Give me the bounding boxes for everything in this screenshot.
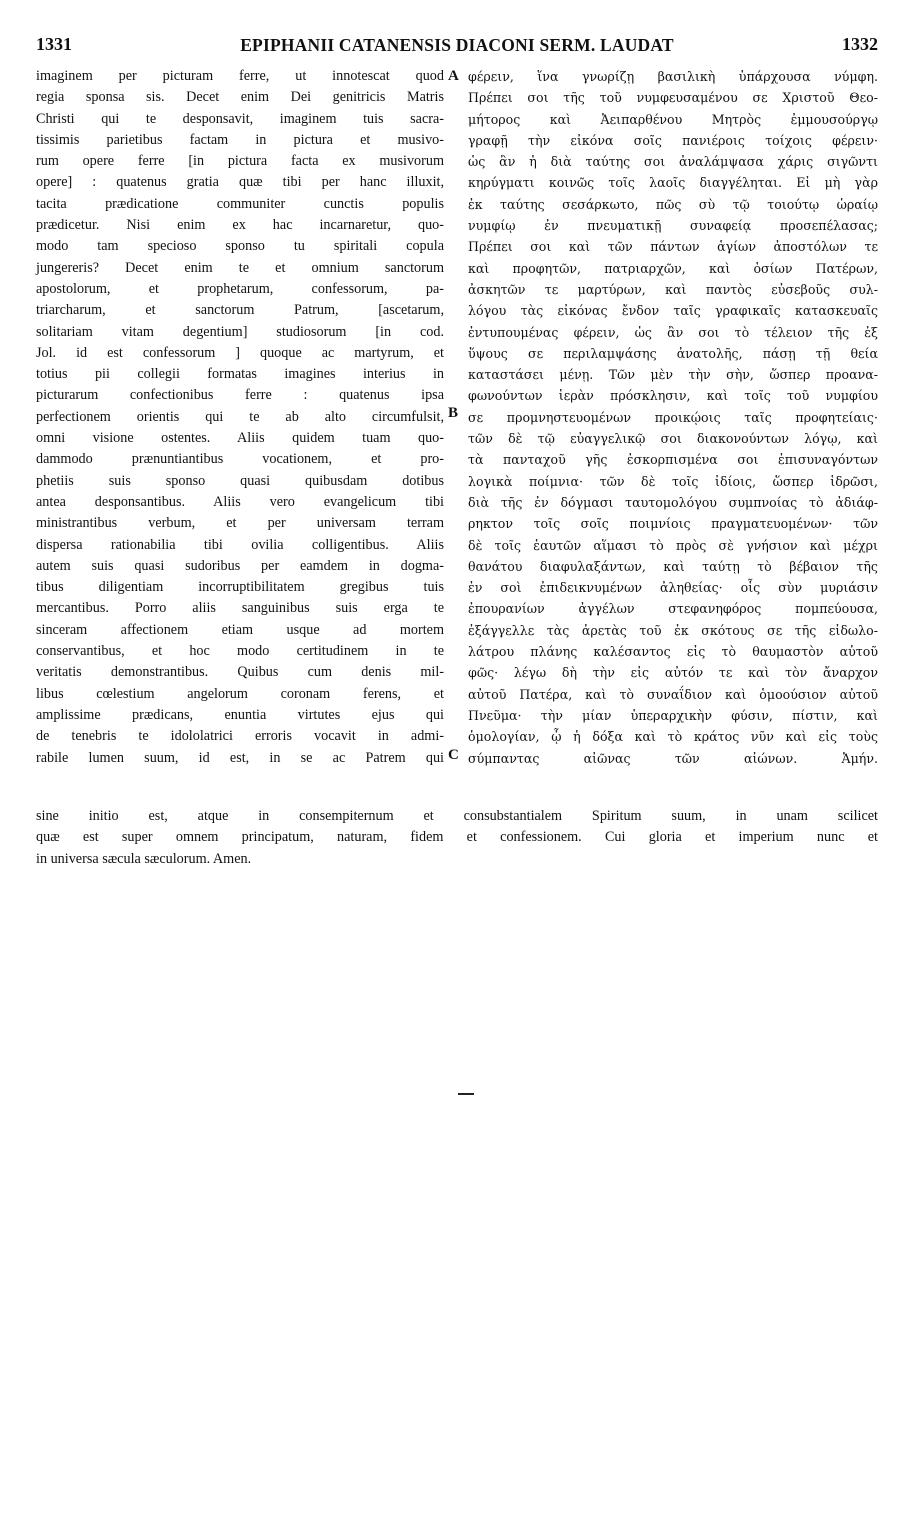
latin-text-line: opere] : quatenus gratia quæ tibi per hanc illuxit, — [36, 174, 444, 191]
greek-text-line: ρηκτον τοῖς σοῖς ποιμνίοις πραγματευομένων· τῶν — [468, 516, 878, 532]
latin-text-line: solitariam vitam degentium] studiosorum [in cod. — [36, 323, 444, 340]
section-marker-c: C — [448, 747, 459, 763]
latin-text-line: tissimis parietibus factam in pictura et musivo- — [36, 131, 444, 148]
greek-text-line: κηρύγματι κοινῶς τοῖς λαοῖς διαγγέληται. Εἰ μὴ γὰρ — [468, 175, 878, 191]
page-number-left: 1331 — [36, 34, 72, 54]
latin-text-line: veritatis demonstrantibus. Quibus cum denis mil- — [36, 664, 444, 681]
latin-text-line: rabile lumen suum, id est, in se ac Patrem qui — [36, 749, 444, 766]
greek-text-line: ὕψους σε περιλαμψάσης ἀνατολῆς, πάσῃ τῇ θεία — [468, 345, 878, 361]
greek-text-line: ἀσκητῶν τε μαρτύρων, καὶ παντὸς εὐσεβοῦς συλ- — [468, 281, 878, 297]
latin-text-line: omni visione ostentes. Aliis quidem tuam quo- — [36, 430, 444, 447]
section-marker-b: B — [448, 405, 459, 421]
section-marker-a: A — [448, 68, 459, 84]
greek-text-line: Πρέπει σοι τῆς τοῦ νυμφευσαμένου σε Χριστοῦ Θεο- — [468, 90, 878, 106]
latin-text-line: tacita prædicatione communiter cunctis populis — [36, 195, 444, 212]
running-header — [36, 34, 878, 60]
latin-text-line: antea desponsantibus. Aliis vero evangelicum tibi — [36, 493, 444, 510]
greek-text-line: τῶν δὲ τῷ εὐαγγελικῷ σοι διακονούντων λόγῳ, καὶ — [468, 431, 878, 447]
greek-text-line: φέρειν, ἵνα γνωρίζῃ βασιλικὴ ὑπάρχουσα νύμφη. — [468, 69, 878, 84]
greek-text-line: αὐτοῦ Πατέρα, καὶ τὸ συναΐδιον καὶ ὁμοούσιον αὐτοῦ — [468, 686, 878, 702]
greek-text-line: ἐν σοὶ ἐπιδεικνυμένων ἀληθείας· οἷς σὺν μυριάσιν — [468, 580, 878, 596]
greek-text-line: φῶς· λέγω δὴ τὴν εἰς αὐτόν τε καὶ τὸν ἄναρχον — [468, 665, 878, 681]
greek-text-line: ἐπουρανίων ἀγγέλων στεφανηφόρος πομπεύουσα, — [468, 601, 878, 617]
latin-text-line: mercantibus. Porro aliis sanguinibus suis erga te — [36, 600, 444, 617]
greek-text-line: σύμπαντας αἰῶνας τῶν αἰώνων. Ἀμήν. — [468, 750, 878, 766]
latin-text-line: amplissime prædicans, enuntia virtutes ejus qui — [36, 706, 444, 723]
greek-text-line: Πνεῦμα· τὴν μίαν ὑπεραρχικὴν φύσιν, πίστιν, καὶ — [468, 707, 878, 723]
latin-text-line: jungereris? Decet enim te et omnium sanctorum — [36, 259, 444, 276]
greek-text-line: ὁμολογίαν, ᾧ ἡ δόξα καὶ τὸ κράτος νῦν καὶ εἰς τοὺς — [468, 729, 878, 745]
greek-text-line: ὡς ἂν ἡ διὰ ταύτης σοι ἀναλάμψασα χάρις σιγῶντι — [468, 154, 878, 170]
latin-text-line: ministrantibus verbum, et per universam terram — [36, 515, 444, 532]
greek-column — [468, 66, 878, 769]
greek-text-line: ἐκ ταύτης σεσάρκωτο, πῶς σὺ τῷ τοιούτῳ ὡραίῳ — [468, 196, 878, 212]
greek-text-line: Πρέπει σοι καὶ τῶν πάντων ἁγίων ἀποστόλων τε — [468, 239, 878, 255]
running-title: EPIPHANII CATANENSIS DIACONI SERM. LAUDAT — [240, 35, 674, 55]
latin-text-line: phetiis suis sponso quasi quibusdam dotibus — [36, 472, 444, 489]
greek-text-line: δὲ τοῖς ἑαυτῶν αἵμασι τὸ πρὸς σὲ γνήσιον καὶ μέχρι — [468, 537, 878, 553]
latin-text-line: Jol. id est confessorum ] quoque ac martyrum, et — [36, 344, 444, 361]
latin-text-line: apostolorum, et prophetarum, confessorum, pa- — [36, 280, 444, 297]
latin-text-line: regia sponsa sis. Decet enim Dei genitricis Matris — [36, 89, 444, 106]
greek-text-line: λόγου τὰς εἰκόνας ἔνδον ταῖς γραφικαῖς κατασκευαῖς — [468, 303, 878, 319]
closing-text-line: sine initio est, atque in consempiternum et consubstantialem Spiritum suum, in unam scilicet — [36, 808, 878, 824]
greek-text-line: σε προμνηστευομένων προικῴοις ταῖς προφητείαις· — [468, 409, 878, 425]
page-number-right: 1332 — [842, 34, 878, 54]
greek-text-line: καὶ προφητῶν, πατριαρχῶν, καὶ ὁσίων Πατέρων, — [468, 260, 878, 276]
greek-text-line: ἐξάγγελλε τὰς ἀρετὰς τοῦ ἐκ σκότους σε τῆς εἰδωλο- — [468, 622, 878, 638]
greek-text-line: τὰ πανταχοῦ γῆς ἐσκορπισμένα σοι ἐπισυναγόντων — [468, 452, 878, 468]
latin-text-line: libus cœlestium angelorum coronam ferens, et — [36, 685, 444, 702]
closing-text-line: quæ est super omnem principatum, naturam, fidem et confessionem. Cui gloria et imperium nunc et — [36, 829, 878, 846]
latin-text-line: dammodo prænuntiantibus vocationem, et pro- — [36, 451, 444, 468]
latin-text-line: perfectionem orientis qui te ab alto circumfulsit, — [36, 408, 444, 425]
latin-text-line: conservantibus, et hoc modo certitudinem in te — [36, 643, 444, 660]
latin-text-line: rum opere ferre [in pictura facta ex musivorum — [36, 153, 444, 170]
greek-text-line: φωνούντων ἱερὰν πρόσκλησιν, καὶ τοῖς τοῦ νυμφίου — [468, 388, 878, 404]
latin-text-line: prædicetur. Nisi enim ex hac incarnaretur, quo- — [36, 217, 444, 234]
latin-text-line: modo tam specioso sponso tu spiritali copula — [36, 238, 444, 255]
latin-column — [36, 66, 444, 769]
closing-text-line: in universa sæcula sæculorum. Amen. — [36, 850, 252, 867]
closing-dash — [458, 1093, 474, 1095]
greek-text-line: λογικὰ ποίμνια· τῶν δὲ τοῖς ἰδίοις, ὥσπερ ἱδρῶσι, — [468, 473, 878, 489]
latin-text-line: dispersa rationabilia tibi ovilia colligentibus. Aliis — [36, 536, 444, 553]
greek-text-line: νυμφίῳ ἐν πνευματικῇ συναφείᾳ προσεπέλασας; — [468, 218, 878, 234]
latin-text-line: Christi qui te desponsavit, imaginem tuis sacra- — [36, 110, 444, 127]
latin-text-line: imaginem per picturam ferre, ut innotescat quod — [36, 68, 444, 84]
latin-text-line: picturarum confectionibus ferre : quatenus ipsa — [36, 387, 444, 404]
greek-text-line: καταστάσει μένῃ. Τῶν μὲν τὴν σὴν, ὥσπερ προανα- — [468, 367, 878, 383]
latin-text-line: totius pii collegii formatas imagines interius in — [36, 366, 444, 383]
closing-paragraph — [36, 806, 878, 870]
greek-text-line: λάτρου πλάνης καλέσαντος εἰς τὸ θαυμαστὸν αὐτοῦ — [468, 644, 878, 660]
greek-text-line: γραφῇ τὴν εἰκόνα σοῖς πανιέροις τοίχοις φέρειν· — [468, 132, 878, 148]
latin-text-line: sinceram affectionem etiam usque ad mortem — [36, 621, 444, 638]
latin-text-line: autem suis quasi sudoribus per eamdem in dogma- — [36, 557, 444, 574]
greek-text-line: διὰ τῆς ἐν δόγμασι ταυτομολόγου συμπνοίας τὸ ἀδιάφ- — [468, 494, 878, 510]
greek-text-line: ἐντυπουμένας φέρειν, ὡς ἂν σοι τὸ τέλειον τῆς ἐξ — [468, 324, 878, 340]
latin-text-line: triarcharum, et sanctorum Patrum, [ascetarum, — [36, 302, 444, 319]
greek-text-line: θανάτου διαφυλαξάντων, καὶ ταύτῃ τὸ βέβαιον τῆς — [468, 558, 878, 574]
greek-text-line: μήτορος καὶ Ἀειπαρθένου Μητρὸς ἐμμουσούργῳ — [468, 111, 878, 127]
latin-text-line: tibus diligentiam incorruptibilitatem gregibus tuis — [36, 579, 444, 596]
latin-text-line: de tenebris te idololatrici erroris vocavit in admi- — [36, 728, 444, 745]
